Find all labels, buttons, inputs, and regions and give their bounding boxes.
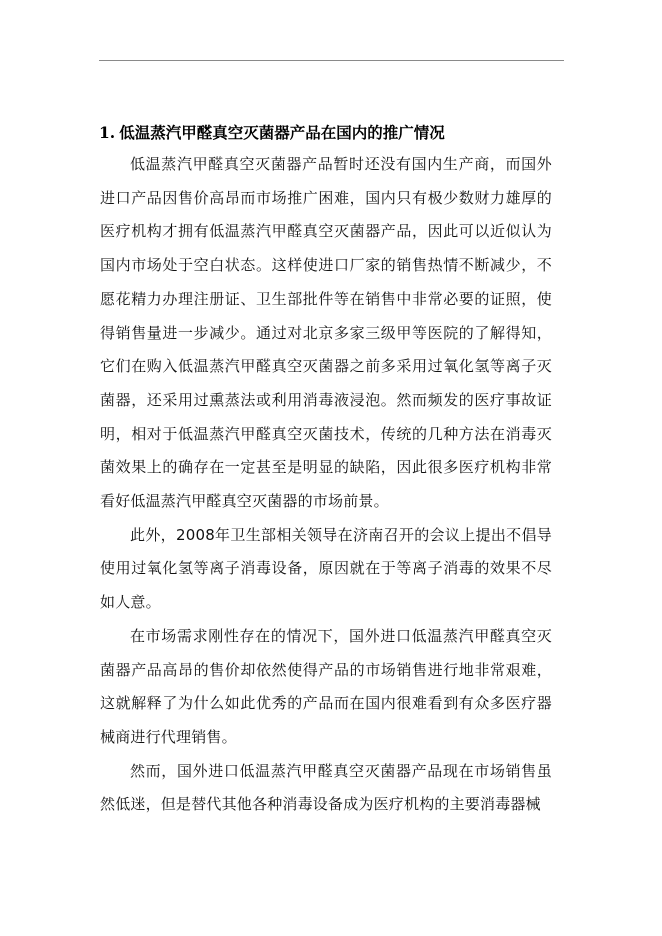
paragraph-2 xyxy=(100,519,552,620)
paragraph-1 xyxy=(100,148,552,519)
paragraph-2-text: 此外，2008年卫生部相关领导在济南召开的会议上提出不倡导使用过氧化氢等离子消毒设备，原因就在于等离子消毒的效果不尽如人意。 xyxy=(100,525,552,612)
body-text xyxy=(100,148,552,822)
header-rule xyxy=(99,60,564,61)
paragraph-4-text: 然而，国外进口低温蒸汽甲醛真空灭菌器产品现在市场销售虽然低迷，但是替代其他各种消毒设备成为医疗机构的主要消毒器械 xyxy=(100,761,552,814)
section-title: 低温蒸汽甲醛真空灭菌器产品在国内的推广情况 xyxy=(119,123,445,142)
paragraph-1-text: 低温蒸汽甲醛真空灭菌器产品暂时还没有国内生产商，而国外进口产品因售价高昂而市场推广困难，国内只有极少数财力雄厚的医疗机构才拥有低温蒸汽甲醛真空灭菌器产品，因此可以近似认为国内市场处于空白状态。这样使进口厂家的销售热情不断减少，不愿花精力办理注册证、卫生部批件等在销售中非常必要的证照，使得销售量进一步减少。通过对北京多家三级甲等医院的了解得知，它们在购入低温蒸汽甲醛真空灭菌器之前多采用过氧化氢等离子灭菌器，还采用过熏蒸法或利用消毒液浸泡。然而频发的医疗事故证明，相对于低温蒸汽甲醛真空灭菌技术，传统的几种方法在消毒灭菌效果上的确存在一定甚至是明显的缺陷，因此很多医疗机构非常看好低温蒸汽甲醛真空灭菌器的市场前景。 xyxy=(100,155,552,511)
section-number: 1. xyxy=(99,123,116,142)
paragraph-3 xyxy=(100,620,552,755)
paragraph-3-text: 在市场需求刚性存在的情况下，国外进口低温蒸汽甲醛真空灭菌器产品高昂的售价却依然使得产品的市场销售进行地非常艰难，这就解释了为什么如此优秀的产品而在国内很难看到有众多医疗器械商进行代理销售。 xyxy=(100,626,552,746)
paragraph-4 xyxy=(100,755,552,822)
section-heading xyxy=(99,120,569,146)
